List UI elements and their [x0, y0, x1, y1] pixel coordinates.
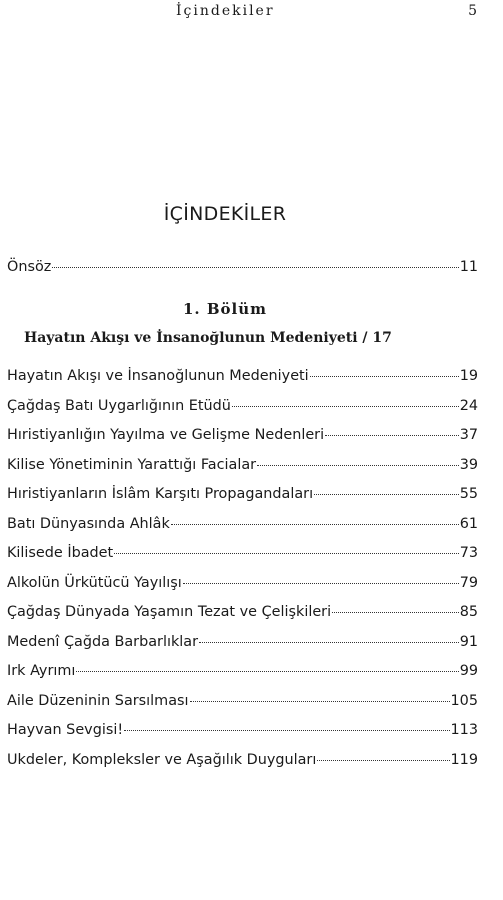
- toc-entry-title: Medenî Çağda Barbarlıklar: [7, 633, 199, 650]
- toc-entry[interactable]: [7, 634, 478, 656]
- dot-leader: [76, 670, 458, 672]
- dot-leader: [171, 523, 459, 525]
- toc-entry-page: 19: [459, 368, 478, 384]
- toc-entry[interactable]: [7, 398, 478, 420]
- dot-leader: [257, 464, 459, 466]
- toc-entry-page: 24: [459, 397, 478, 414]
- part-title: 1. Bölüm: [182, 300, 268, 318]
- toc-entry-page: 37: [459, 427, 478, 443]
- toc-entry-title: Önsöz: [7, 259, 52, 275]
- dot-leader: [232, 405, 459, 407]
- toc-entry-page: 79: [459, 574, 478, 591]
- toc-entry[interactable]: [7, 427, 478, 449]
- toc-entry-preface[interactable]: [7, 259, 478, 281]
- toc-entry-page: 119: [450, 751, 478, 768]
- toc-entry-page: 85: [459, 604, 478, 620]
- toc-entry[interactable]: [7, 516, 478, 538]
- dot-leader: [190, 700, 450, 702]
- toc-entry-page: 73: [459, 545, 478, 561]
- toc-entry-title: Çağdaş Dünyada Yaşamın Tezat ve Çelişkileri: [7, 604, 332, 620]
- toc-entry-title: Aile Düzeninin Sarsılması: [7, 692, 189, 709]
- part-subtitle: Hayatın Akışı ve İnsanoğlunun Medeniyeti / 17: [24, 330, 392, 346]
- toc-entry-page: 113: [450, 722, 478, 738]
- dot-leader: [114, 552, 459, 554]
- toc-entry-title: Hayvan Sevgisi!: [7, 722, 124, 738]
- toc-entry[interactable]: [7, 693, 478, 715]
- dot-leader: [325, 434, 459, 436]
- toc-entry[interactable]: [7, 752, 478, 774]
- running-head-title: İçindekiler: [176, 3, 275, 19]
- toc-entry[interactable]: [7, 722, 478, 744]
- dot-leader: [314, 493, 459, 495]
- toc-entry-page: 39: [459, 456, 478, 473]
- toc-entry-page: 99: [459, 663, 478, 679]
- toc-entry[interactable]: [7, 575, 478, 597]
- toc-entry-title: Hıristiyanların İslâm Karşıtı Propagandaları: [7, 486, 314, 502]
- toc-entry-title: Kilise Yönetiminin Yarattığı Facialar: [7, 456, 257, 473]
- toc-entry[interactable]: [7, 457, 478, 479]
- toc-entry[interactable]: [7, 486, 478, 508]
- dot-leader: [332, 611, 459, 613]
- page-title: İÇİNDEKİLER: [163, 203, 287, 225]
- toc-entry-page: 61: [459, 515, 478, 532]
- toc-entry-title: Irk Ayrımı: [7, 663, 76, 679]
- toc-entry-title: Hayatın Akışı ve İnsanoğlunun Medeniyeti: [7, 368, 309, 384]
- toc-entry[interactable]: [7, 545, 478, 567]
- running-head-page-number: 5: [468, 3, 477, 19]
- toc-entry-page: 105: [450, 692, 478, 709]
- dot-leader: [52, 266, 458, 268]
- dot-leader: [124, 729, 449, 731]
- toc-entry-title: Ukdeler, Kompleksler ve Aşağılık Duyguları: [7, 751, 317, 768]
- toc-entry[interactable]: [7, 663, 478, 685]
- toc-entry-page: 55: [459, 486, 478, 502]
- toc-entry-page: 11: [459, 259, 478, 275]
- dot-leader: [317, 759, 449, 761]
- dot-leader: [310, 375, 459, 377]
- toc-entry-title: Çağdaş Batı Uygarlığının Etüdü: [7, 397, 231, 414]
- toc-entry-title: Alkolün Ürkütücü Yayılışı: [7, 574, 182, 591]
- running-head: [0, 3, 503, 23]
- toc-entry-title: Batı Dünyasında Ahlâk: [7, 515, 170, 532]
- dot-leader: [183, 582, 459, 584]
- toc-entry-page: 91: [459, 633, 478, 650]
- toc-entry[interactable]: [7, 368, 478, 390]
- dot-leader: [199, 641, 459, 643]
- toc-entry-title: Hıristiyanlığın Yayılma ve Gelişme Nedenleri: [7, 427, 325, 443]
- toc-entry[interactable]: [7, 604, 478, 626]
- toc-entry-title: Kilisede İbadet: [7, 545, 114, 561]
